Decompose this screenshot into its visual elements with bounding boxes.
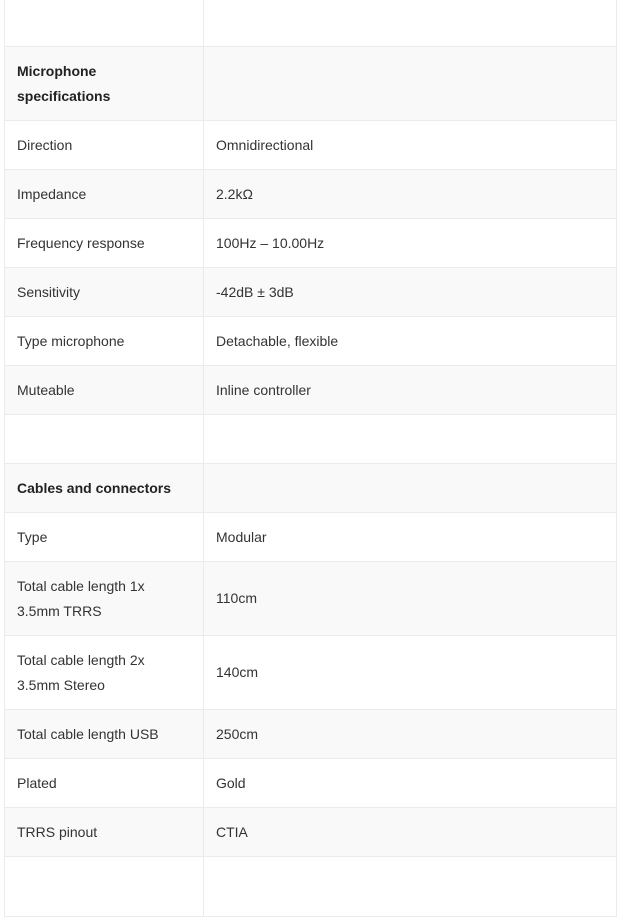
row-label: Direction [5,121,204,170]
table-row [5,562,617,636]
spec-table [4,0,617,917]
row-value [204,857,617,917]
table-row [5,268,617,317]
table-row [5,219,617,268]
row-label: Frequency response [5,219,204,268]
section-heading: Microphone specifications [5,47,204,121]
row-value: 250cm [204,710,617,759]
row-value [204,0,617,47]
row-value [204,464,617,513]
row-value: 100Hz – 10.00Hz [204,219,617,268]
table-row-spacer [5,0,617,47]
row-value: Detachable, flexible [204,317,617,366]
row-value: Modular [204,513,617,562]
row-label: Sensitivity [5,268,204,317]
table-row [5,121,617,170]
row-value [204,415,617,464]
table-row-spacer [5,857,617,917]
row-value: 140cm [204,636,617,710]
section-heading-row [5,464,617,513]
row-value: Omnidirectional [204,121,617,170]
table-row [5,636,617,710]
row-value: Gold [204,759,617,808]
row-label: Type microphone [5,317,204,366]
row-label: Total cable length 1x 3.5mm TRRS [5,562,204,636]
table-row [5,366,617,415]
row-label [5,415,204,464]
row-label [5,857,204,917]
row-value [204,47,617,121]
row-value: 2.2kΩ [204,170,617,219]
table-row [5,513,617,562]
row-value: CTIA [204,808,617,857]
row-label: Muteable [5,366,204,415]
table-row [5,317,617,366]
row-label [5,0,204,47]
row-value: Inline controller [204,366,617,415]
section-heading-row [5,47,617,121]
row-value: -42dB ± 3dB [204,268,617,317]
row-label: Impedance [5,170,204,219]
row-label: Plated [5,759,204,808]
table-row [5,710,617,759]
row-label: Total cable length 2x 3.5mm Stereo [5,636,204,710]
table-row [5,759,617,808]
row-value: 110cm [204,562,617,636]
table-row [5,170,617,219]
row-label: Type [5,513,204,562]
section-heading: Cables and connectors [5,464,204,513]
table-row [5,808,617,857]
row-label: TRRS pinout [5,808,204,857]
row-label: Total cable length USB [5,710,204,759]
table-row-spacer [5,415,617,464]
